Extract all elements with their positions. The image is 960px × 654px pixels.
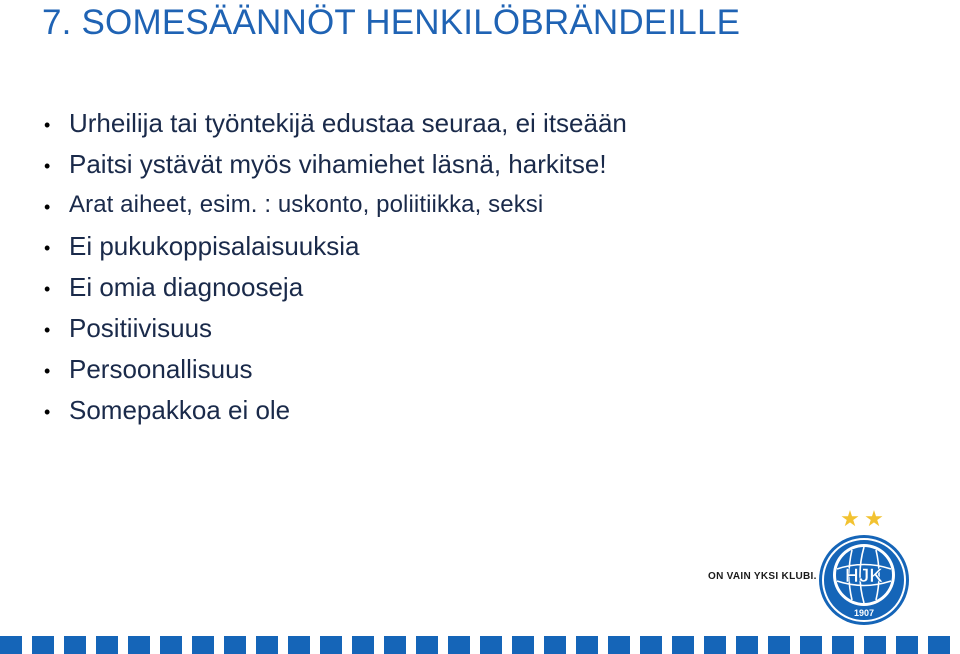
bullet-dot-icon: • [44, 115, 51, 135]
bullet-text: Urheilija tai työntekijä edustaa seuraa, ei itseään [69, 108, 627, 138]
logo-star-icon: ★ [864, 506, 884, 531]
bullet-dot-icon: • [44, 197, 51, 217]
stripe-block [672, 636, 694, 654]
stripe-block [704, 636, 726, 654]
stripe-block [736, 636, 758, 654]
bullet-item [44, 309, 627, 350]
bullet-text: Ei pukukoppisalaisuuksia [69, 231, 360, 261]
bullet-text: Paitsi ystävät myös vihamiehet läsnä, harkitse! [69, 149, 607, 179]
stripe-block [480, 636, 502, 654]
bullet-text: Somepakkoa ei ole [69, 395, 291, 425]
bullet-dot-icon: • [44, 361, 51, 381]
stripe-block [800, 636, 822, 654]
bullet-dot-icon: • [44, 320, 51, 340]
logo-star-icon: ★ [840, 506, 860, 531]
stripe-block [544, 636, 566, 654]
stripe-block [928, 636, 950, 654]
stripe-block [192, 636, 214, 654]
bullet-item [44, 268, 627, 309]
stripe-block [0, 636, 22, 654]
stripe-block [160, 636, 182, 654]
bullet-item [44, 227, 627, 268]
bullet-item [44, 145, 627, 186]
slide-title: 7. SOMESÄÄNNÖT HENKILÖBRÄNDEILLE [42, 3, 741, 42]
stripe-block [352, 636, 374, 654]
bullet-item [44, 186, 627, 227]
stripe-block [224, 636, 246, 654]
stripe-block [384, 636, 406, 654]
bullet-text: Arat aiheet, esim. : uskonto, poliitiikka, seksi [69, 191, 544, 218]
logo-year: 1907 [853, 608, 875, 618]
bullet-dot-icon: • [44, 156, 51, 176]
tagline: ON VAIN YKSI KLUBI. [708, 571, 817, 582]
stripe-block [864, 636, 886, 654]
stripe-block [32, 636, 54, 654]
stripe-block [832, 636, 854, 654]
bullet-item [44, 391, 627, 432]
stripe-block [768, 636, 790, 654]
stripe-block [896, 636, 918, 654]
hjk-logo [812, 506, 916, 626]
stripe-block [128, 636, 150, 654]
logo-letters: HJK [844, 566, 884, 587]
stripe-block [64, 636, 86, 654]
bullet-dot-icon: • [44, 238, 51, 258]
bullet-text: Positiivisuus [69, 313, 213, 343]
bullet-text: Ei omia diagnooseja [69, 272, 304, 302]
stripe-block [640, 636, 662, 654]
stripe-block [288, 636, 310, 654]
bullet-list [44, 104, 627, 432]
stripe-block [256, 636, 278, 654]
bullet-dot-icon: • [44, 279, 51, 299]
bottom-stripe [0, 636, 960, 654]
bullet-item [44, 104, 627, 145]
bullet-text: Persoonallisuus [69, 354, 253, 384]
stripe-block [608, 636, 630, 654]
stripe-block [512, 636, 534, 654]
bullet-dot-icon: • [44, 402, 51, 422]
stripe-block [96, 636, 118, 654]
stripe-block [416, 636, 438, 654]
stripe-block [576, 636, 598, 654]
stripe-block [320, 636, 342, 654]
stripe-block [448, 636, 470, 654]
bullet-item [44, 350, 627, 391]
